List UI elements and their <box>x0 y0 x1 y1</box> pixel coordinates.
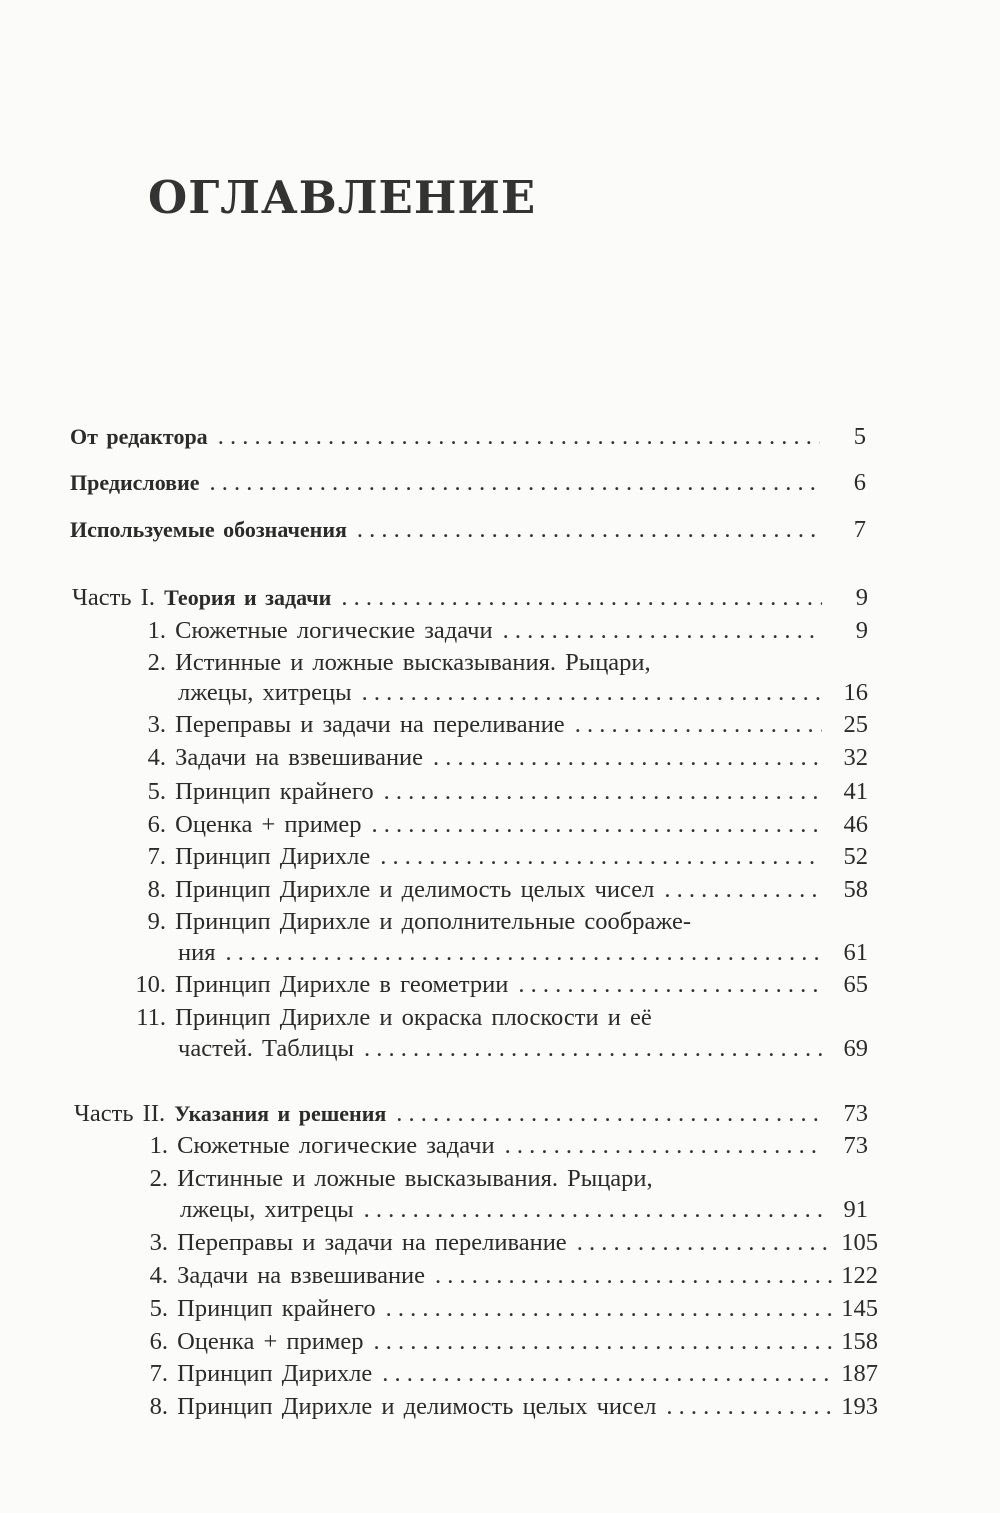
dot-leader <box>577 1226 832 1259</box>
dot-leader <box>210 466 820 499</box>
toc-entry[interactable] <box>178 1032 868 1065</box>
toc-entry[interactable] <box>130 808 868 841</box>
part-title: Указания и решения <box>174 1101 387 1126</box>
toc-page-number: 52 <box>843 843 868 870</box>
toc-entry-label: Переправы и задачи на переливание <box>177 1229 567 1256</box>
dot-leader <box>433 741 822 774</box>
part-prefix: Часть I. <box>72 584 155 611</box>
dot-leader <box>382 1357 832 1390</box>
toc-entry-label: Предисловие <box>70 470 200 495</box>
toc-page-number: 9 <box>855 584 868 611</box>
page-title: ОГЛАВЛЕНИЕ <box>148 171 537 224</box>
toc-page-number: 32 <box>843 744 868 771</box>
section-number: 6. <box>149 1328 168 1355</box>
toc-entry-notation[interactable] <box>70 513 866 546</box>
toc-entry-label: Сюжетные логические задачи <box>175 617 493 644</box>
toc-page-number: 193 <box>841 1393 878 1420</box>
toc-entry[interactable] <box>130 708 868 741</box>
toc-entry-first-line[interactable] <box>132 1162 830 1195</box>
toc-entry-label: Принцип Дирихле <box>177 1360 373 1387</box>
section-number: 6. <box>147 811 166 838</box>
toc-part-2[interactable] <box>74 1097 868 1130</box>
dot-leader <box>666 1390 832 1423</box>
dot-leader <box>435 1259 832 1292</box>
toc-entry[interactable] <box>178 676 868 709</box>
section-number: 11. <box>136 1004 166 1031</box>
toc-entry[interactable] <box>130 775 868 808</box>
section-number: 7. <box>149 1360 168 1387</box>
section-number: 4. <box>147 744 166 771</box>
dot-leader <box>396 1097 822 1130</box>
toc-entry-label: Оценка + пример <box>177 1328 364 1355</box>
dot-leader <box>364 1193 822 1226</box>
toc-page-number: 122 <box>841 1262 878 1289</box>
toc-entry-label: частей. Таблицы <box>178 1035 355 1062</box>
toc-entry-label: Сюжетные логические задачи <box>177 1132 495 1159</box>
toc-entry[interactable] <box>130 741 868 774</box>
toc-entry-preface[interactable] <box>70 466 866 499</box>
toc-entry-editor[interactable] <box>70 420 866 453</box>
dot-leader <box>372 808 823 841</box>
toc-entry[interactable] <box>180 1193 868 1226</box>
toc-entry-label-line1: Истинные и ложные высказывания. Рыцари, <box>177 1165 653 1192</box>
toc-entry-label: От редактора <box>70 424 208 449</box>
toc-page-number: 73 <box>843 1100 868 1127</box>
toc-entry-first-line[interactable] <box>130 1001 828 1034</box>
dot-leader <box>341 581 822 614</box>
section-number: 2. <box>147 649 166 676</box>
dot-leader <box>374 1325 833 1358</box>
dot-leader <box>664 873 822 906</box>
toc-page-number: 187 <box>841 1360 878 1387</box>
toc-entry-label: Задачи на взвешивание <box>177 1262 426 1289</box>
section-number: 8. <box>147 876 166 903</box>
toc-page-number: 9 <box>855 617 868 644</box>
dot-leader <box>503 614 822 647</box>
dot-leader <box>362 676 822 709</box>
toc-entry-label: Принцип крайнего <box>177 1295 376 1322</box>
dot-leader <box>226 936 823 969</box>
toc-page-number: 65 <box>843 971 868 998</box>
toc-entry[interactable] <box>130 873 868 906</box>
section-number: 1. <box>147 617 166 644</box>
toc-page-number: 6 <box>853 469 866 496</box>
toc-page-number: 73 <box>843 1132 868 1159</box>
toc-entry-label: Переправы и задачи на переливание <box>175 711 565 738</box>
dot-leader <box>386 1292 832 1325</box>
dot-leader <box>575 708 822 741</box>
toc-entry-label: Принцип Дирихле в геометрии <box>175 971 509 998</box>
section-number: 3. <box>147 711 166 738</box>
toc-page-number: 46 <box>843 811 868 838</box>
section-number: 5. <box>147 778 166 805</box>
toc-entry-label: Принцип крайнего <box>175 778 374 805</box>
toc-entry-first-line[interactable] <box>130 905 828 938</box>
toc-page-number: 105 <box>841 1229 878 1256</box>
toc-entry[interactable] <box>130 840 868 873</box>
toc-page-number: 69 <box>843 1035 868 1062</box>
toc-page-number: 25 <box>843 711 868 738</box>
toc-entry[interactable] <box>130 968 868 1001</box>
section-number: 7. <box>147 843 166 870</box>
toc-page-number: 61 <box>843 939 868 966</box>
toc-entry[interactable] <box>130 614 868 647</box>
section-number: 8. <box>149 1393 168 1420</box>
toc-entry-label: ния <box>178 939 216 966</box>
toc-entry[interactable] <box>132 1226 878 1259</box>
toc-page-number: 41 <box>843 778 868 805</box>
toc-entry[interactable] <box>132 1292 878 1325</box>
toc-entry-label-line1: Истинные и ложные высказывания. Рыцари, <box>175 649 651 676</box>
section-number: 4. <box>149 1262 168 1289</box>
toc-entry[interactable] <box>132 1259 878 1292</box>
toc-entry[interactable] <box>132 1357 878 1390</box>
toc-entry-label: Оценка + пример <box>175 811 362 838</box>
toc-entry-label: лжецы, хитрецы <box>180 1196 354 1223</box>
toc-page-number: 158 <box>841 1328 878 1355</box>
toc-entry[interactable] <box>132 1129 868 1162</box>
part-title: Теория и задачи <box>164 585 332 610</box>
toc-page-number: 7 <box>853 516 866 543</box>
dot-leader <box>357 513 820 546</box>
toc-page-number: 5 <box>853 423 866 450</box>
toc-entry-label: Принцип Дирихле и делимость целых чисел <box>177 1393 657 1420</box>
toc-entry-label: Задачи на взвешивание <box>175 744 424 771</box>
dot-leader <box>384 775 822 808</box>
toc-page-number: 16 <box>843 679 868 706</box>
toc-entry-first-line[interactable] <box>130 646 828 679</box>
part-prefix: Часть II. <box>74 1100 166 1127</box>
toc-page-number: 91 <box>843 1196 868 1223</box>
dot-leader <box>218 420 820 453</box>
dot-leader <box>505 1129 822 1162</box>
toc-entry-label-line1: Принцип Дирихле и дополнительные соображе- <box>175 908 692 935</box>
toc-entry[interactable] <box>132 1325 878 1358</box>
toc-entry-label: Принцип Дирихле и делимость целых чисел <box>175 876 655 903</box>
dot-leader <box>518 968 822 1001</box>
toc-entry-label: лжецы, хитрецы <box>178 679 352 706</box>
section-number: 10. <box>135 971 166 998</box>
dot-leader <box>380 840 822 873</box>
toc-entry-label: Принцип Дирихле <box>175 843 371 870</box>
dot-leader <box>364 1032 822 1065</box>
section-number: 3. <box>149 1229 168 1256</box>
toc-entry[interactable] <box>132 1390 878 1423</box>
toc-entry[interactable] <box>178 936 868 969</box>
section-number: 9. <box>147 908 166 935</box>
section-number: 2. <box>149 1165 168 1192</box>
toc-entry-label-line1: Принцип Дирихле и окраска плоскости и её <box>175 1004 652 1031</box>
section-number: 5. <box>149 1295 168 1322</box>
toc-page-number: 145 <box>841 1295 878 1322</box>
toc-page-number: 58 <box>843 876 868 903</box>
toc-entry-label: Используемые обозначения <box>70 517 347 542</box>
toc-part-1[interactable] <box>72 581 868 614</box>
section-number: 1. <box>149 1132 168 1159</box>
